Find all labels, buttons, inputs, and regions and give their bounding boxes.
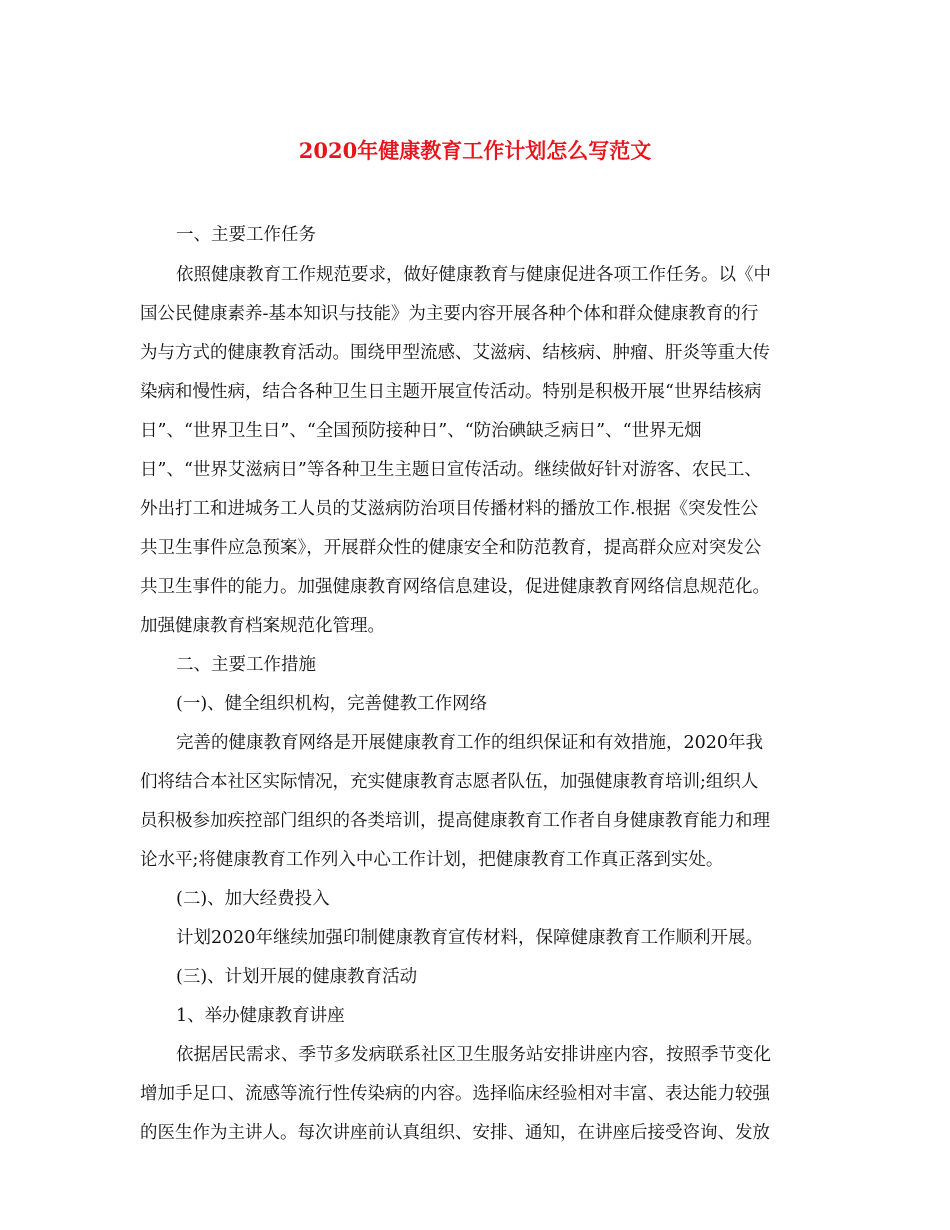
paragraph-line: 加强健康教育档案规范化管理。 [140,616,385,636]
paragraph-line: 日”、“世界卫生日”、“全国预防接种日”、“防治碘缺乏病日”、“世界无烟 [140,421,702,441]
item-heading-1: 1、举办健康教育讲座 [176,1006,345,1026]
paragraph-line: 员积极参加疾控部门组织的各类培训，提高健康教育工作者自身健康教育能力和理 [140,811,770,831]
paragraph-line: 共卫生事件的能力。加强健康教育网络信息建设，促进健康教育网络信息规范化。 [140,577,770,597]
document-title: 2020年健康教育工作计划怎么写范文 [298,138,652,163]
paragraph-line: 共卫生事件应急预案》，开展群众性的健康安全和防范教育，提高群众应对突发公 [140,538,762,558]
paragraph-line: 国公民健康素养-基本知识与技能》为主要内容开展各种个体和群众健康教育的行 [140,304,759,324]
section-heading-2: 二、主要工作措施 [176,655,316,675]
paragraph-line: 日”、“世界艾滋病日”等各种卫生主题日宣传活动。继续做好针对游客、农民工、 [140,460,762,480]
subsection-heading-3: (三)、计划开展的健康教育活动 [176,967,418,987]
paragraph-line: 染病和慢性病，结合各种卫生日主题开展宣传活动。特别是积极开展“世界结核病 [140,382,762,402]
paragraph-line: 们将结合本社区实际情况，充实健康教育志愿者队伍，加强健康教育培训;组织人 [140,772,759,792]
paragraph-line: 依照健康教育工作规范要求，做好健康教育与健康促进各项工作任务。以《中 [176,265,771,285]
paragraph-line: 计划2020年继续加强印制健康教育宣传材料，保障健康教育工作顺利开展。 [176,928,764,948]
paragraph-line: 依据居民需求、季节多发病联系社区卫生服务站安排讲座内容，按照季节变化 [176,1045,771,1065]
paragraph-line: 增加手足口、流感等流行性传染病的内容。选择临床经验相对丰富、表达能力较强 [140,1084,770,1104]
paragraph-line: 的医生作为主讲人。每次讲座前认真组织、安排、通知，在讲座后接受咨询、发放 [140,1123,770,1143]
paragraph-line: 外出打工和进城务工人员的艾滋病防治项目传播材料的播放工作.根据《突发性公 [140,499,759,519]
paragraph-line: 论水平;将健康教育工作列入中心工作计划，把健康教育工作真正落到实处。 [140,850,724,870]
section-heading-1: 一、主要工作任务 [176,225,316,245]
subsection-heading-1: (一)、健全组织机构，完善健教工作网络 [176,694,488,714]
paragraph-line: 为与方式的健康教育活动。围绕甲型流感、艾滋病、结核病、肿瘤、肝炎等重大传 [140,343,770,363]
subsection-heading-2: (二)、加大经费投入 [176,889,330,909]
paragraph-line: 完善的健康教育网络是开展健康教育工作的组织保证和有效措施，2020年我 [176,733,764,753]
